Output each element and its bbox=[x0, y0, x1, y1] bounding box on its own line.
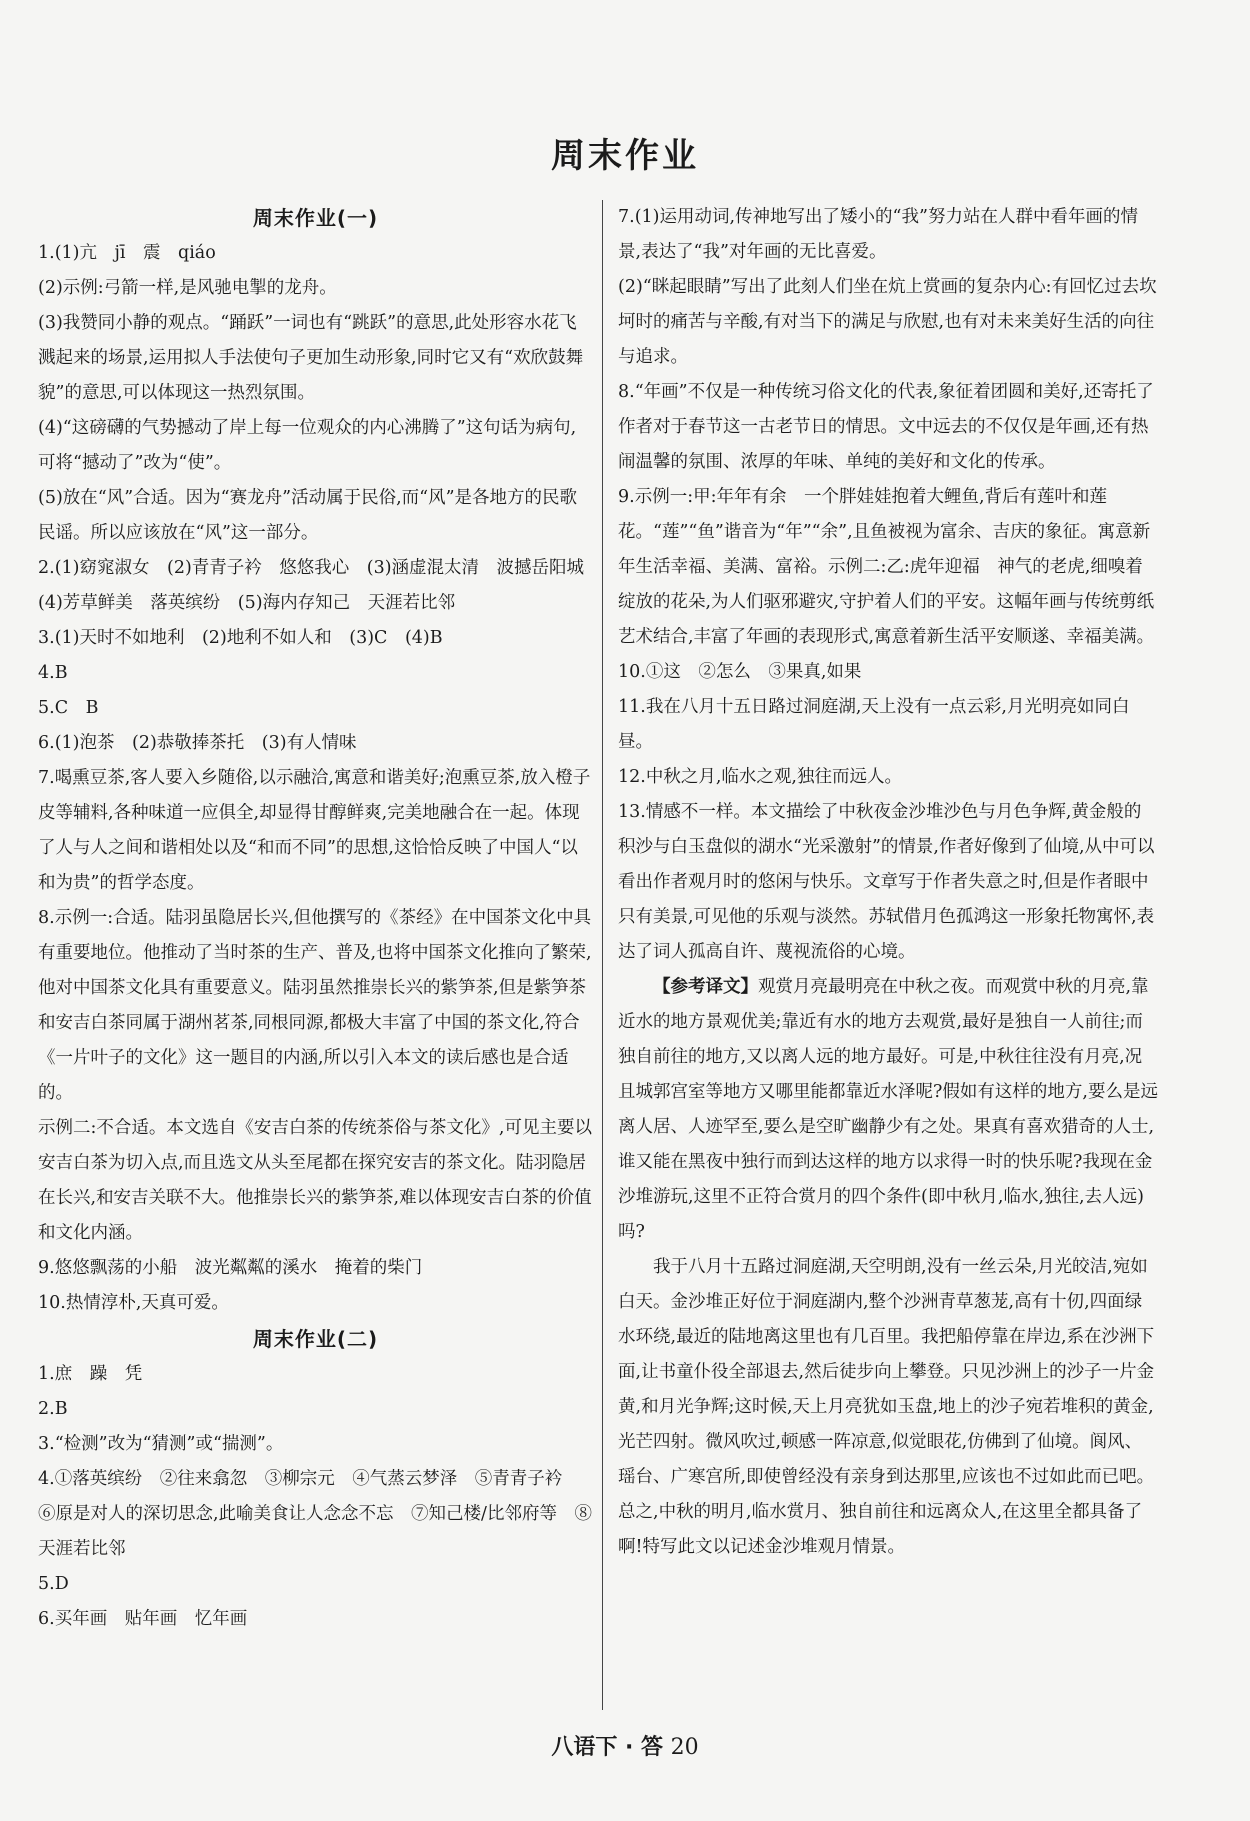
section-title-1: 周末作业(一) bbox=[252, 206, 379, 230]
answer-item: 1.庶 躁 凭 bbox=[38, 1364, 143, 1384]
answer-item: 9.示例一:甲:年年有余 一个胖娃娃抱着大鲤鱼,背后有莲叶和莲花。“莲”“鱼”谐音为“年”“余”,且鱼被视为富余、吉庆的象征。寓意新年生活幸福、美满、富裕。示例二:乙:虎年迎福 神气的老虎,细嗅着绽放的花朵,为人们驱邪避灾,守护着人们的平安。这幅年画与传统剪纸艺术结合,丰富了年画的表现形式,寓意着新生活平安顺遂、幸福美满。 bbox=[618, 487, 1155, 647]
answer-item: 示例二:不合适。本文选自《安吉白茶的传统茶俗与茶文化》,可见主要以安吉白茶为切入点,而且选文从头至尾都在探究安吉的茶文化。陆羽隐居在长兴,和安吉关联不大。他推崇长兴的紫笋茶,难以体现安吉白茶的价值和文化内涵。 bbox=[38, 1118, 592, 1243]
answer-item: (2)“眯起眼睛”写出了此刻人们坐在炕上赏画的复杂内心:有回忆过去坎坷时的痛苦与辛酸,有对当下的满足与欣慰,也有对未来美好生活的向往与追求。 bbox=[618, 277, 1157, 367]
reference-tag: 【参考译文】 bbox=[653, 977, 758, 997]
answer-item: 1.(1)亢 jī 震 qiáo bbox=[38, 243, 216, 263]
answer-item: 7.(1)运用动词,传神地写出了矮小的“我”努力站在人群中看年画的情景,表达了“我”对年画的无比喜爱。 bbox=[618, 207, 1138, 262]
reference-translation-2: 我于八月十五路过洞庭湖,天空明朗,没有一丝云朵,月光皎洁,宛如白天。金沙堆正好位于洞庭湖内,整个沙洲青草葱茏,高有十仞,四面绿水环绕,最近的陆地离这里也有几百里。我把船停靠在岸边,系在沙洲下面,让书童仆役全部退去,然后徒步向上攀登。只见沙洲上的沙子一片金黄,和月光争辉;这时候,天上月亮犹如玉盘,地上的沙子宛若堆积的黄金,光芒四射。微风吹过,顿感一阵凉意,似觉眼花,仿佛到了仙境。阆风、瑶台、广寒宫所,即使曾经没有亲身到达那里,应该也不过如此而已吧。总之,中秋的明月,临水赏月、独自前往和远离众人,在这里全都具备了啊!特写此文以记述金沙堆观月情景。 bbox=[618, 1257, 1155, 1557]
answer-item: 8.“年画”不仅是一种传统习俗文化的代表,象征着团圆和美好,还寄托了作者对于春节这一古老节日的情思。文中远去的不仅仅是年画,还有热闹温馨的氛围、浓厚的年味、单纯的美好和文化的传承。 bbox=[618, 382, 1154, 472]
page-number: 20 bbox=[670, 1735, 699, 1760]
answer-item: (4)“这磅礴的气势撼动了岸上每一位观众的内心沸腾了”这句话为病句,可将“撼动了”改为“使”。 bbox=[38, 418, 577, 473]
answer-item: 12.中秋之月,临水之观,独往而远人。 bbox=[618, 767, 902, 787]
left-column bbox=[38, 200, 602, 1637]
answer-item: (5)放在“风”合适。因为“赛龙舟”活动属于民俗,而“风”是各地方的民歌民谣。所以应该放在“风”这一部分。 bbox=[38, 488, 578, 543]
answer-item: 2.B bbox=[38, 1399, 68, 1419]
reference-translation-1 bbox=[618, 970, 1158, 1250]
answer-item: (2)示例:弓箭一样,是风驰电掣的龙舟。 bbox=[38, 278, 337, 298]
answer-item: 5.D bbox=[38, 1574, 69, 1594]
reference-text: 观赏月亮最明亮在中秋之夜。而观赏中秋的月亮,靠近水的地方景观优美;靠近有水的地方去观赏,最好是独自一人前往;而独自前往的地方,又以离人远的地方最好。可是,中秋往往没有月亮,况且城郭宫室等地方又哪里能都靠近水泽呢?假如有这样的地方,要么是远离人居、人迹罕至,要么是空旷幽静少有之处。果真有喜欢猎奇的人士,谁又能在黑夜中独行而到达这样的地方以求得一时的快乐呢?我现在金沙堆游玩,这里不正符合赏月的四个条件(即中秋月,临水,独往,去人远)吗? bbox=[618, 977, 1158, 1242]
answer-item: 4.①落英缤纷 ②往来翕忽 ③柳宗元 ④气蒸云梦泽 ⑤青青子衿 ⑥原是对人的深切思念,此喻美食让人念念不忘 ⑦知己楼/比邻府等 ⑧天涯若比邻 bbox=[38, 1469, 592, 1559]
answer-item: 3.(1)天时不如地利 (2)地利不如人和 (3)C (4)B bbox=[38, 628, 443, 648]
answer-item: 8.示例一:合适。陆羽虽隐居长兴,但他撰写的《茶经》在中国茶文化中具有重要地位。他推动了当时茶的生产、普及,也将中国茶文化推向了繁荣,他对中国茶文化具有重要意义。陆羽虽然推崇长兴的紫笋茶,但是紫笋茶和安吉白茶同属于湖州茗茶,同根同源,都极大丰富了中国的茶文化,符合《一片叶子的文化》这一题目的内涵,所以引入本文的读后感也是合适的。 bbox=[38, 908, 592, 1103]
answer-item: 5.C B bbox=[38, 698, 99, 718]
answer-item: 6.(1)泡茶 (2)恭敬捧茶托 (3)有人情味 bbox=[38, 733, 357, 753]
right-column bbox=[618, 200, 1158, 1565]
answer-item: 3.“检测”改为“猜测”或“揣测”。 bbox=[38, 1434, 284, 1454]
footer-label: 八语下 · 答 bbox=[551, 1735, 663, 1760]
column-divider bbox=[602, 200, 603, 1710]
answer-item: 11.我在八月十五日路过洞庭湖,天上没有一点云彩,月光明亮如同白昼。 bbox=[618, 697, 1130, 752]
page-footer bbox=[0, 1730, 1250, 1761]
answer-item: 13.情感不一样。本文描绘了中秋夜金沙堆沙色与月色争辉,黄金般的积沙与白玉盘似的湖水“光采激射”的情景,作者好像到了仙境,从中可以看出作者观月时的悠闲与快乐。文章写于作者失意之时,但是作者眼中只有美景,可见他的乐观与淡然。苏轼借月色孤鸿这一形象托物寓怀,表达了词人孤高自许、蔑视流俗的心境。 bbox=[618, 802, 1155, 962]
answer-item: 10.热情淳朴,天真可爱。 bbox=[38, 1293, 229, 1313]
answer-item: (3)我赞同小静的观点。“踊跃”一词也有“跳跃”的意思,此处形容水花飞溅起来的场景,运用拟人手法使句子更加生动形象,同时它又有“欢欣鼓舞貌”的意思,可以体现这一热烈氛围。 bbox=[38, 313, 584, 403]
answer-item: 10.①这 ②怎么 ③果真,如果 bbox=[618, 662, 862, 682]
answer-item: 2.(1)窈窕淑女 (2)青青子衿 悠悠我心 (3)涵虚混太清 波撼岳阳城 (4)芳草鲜美 落英缤纷 (5)海内存知己 天涯若比邻 bbox=[38, 558, 602, 613]
answer-item: 7.喝熏豆茶,客人要入乡随俗,以示融洽,寓意和谐美好;泡熏豆茶,放入橙子皮等辅料,各种味道一应俱全,却显得甘醇鲜爽,完美地融合在一起。体现了人与人之间和谐相处以及“和而不同”的思想,这恰恰反映了中国人“以和为贵”的哲学态度。 bbox=[38, 768, 591, 893]
page-title: 周末作业 bbox=[551, 136, 699, 176]
section-title-2: 周末作业(二) bbox=[252, 1327, 379, 1351]
answer-item: 6.买年画 贴年画 忆年画 bbox=[38, 1609, 248, 1629]
answer-item: 9.悠悠飘荡的小船 波光粼粼的溪水 掩着的柴门 bbox=[38, 1258, 423, 1278]
answer-item: 4.B bbox=[38, 663, 68, 683]
